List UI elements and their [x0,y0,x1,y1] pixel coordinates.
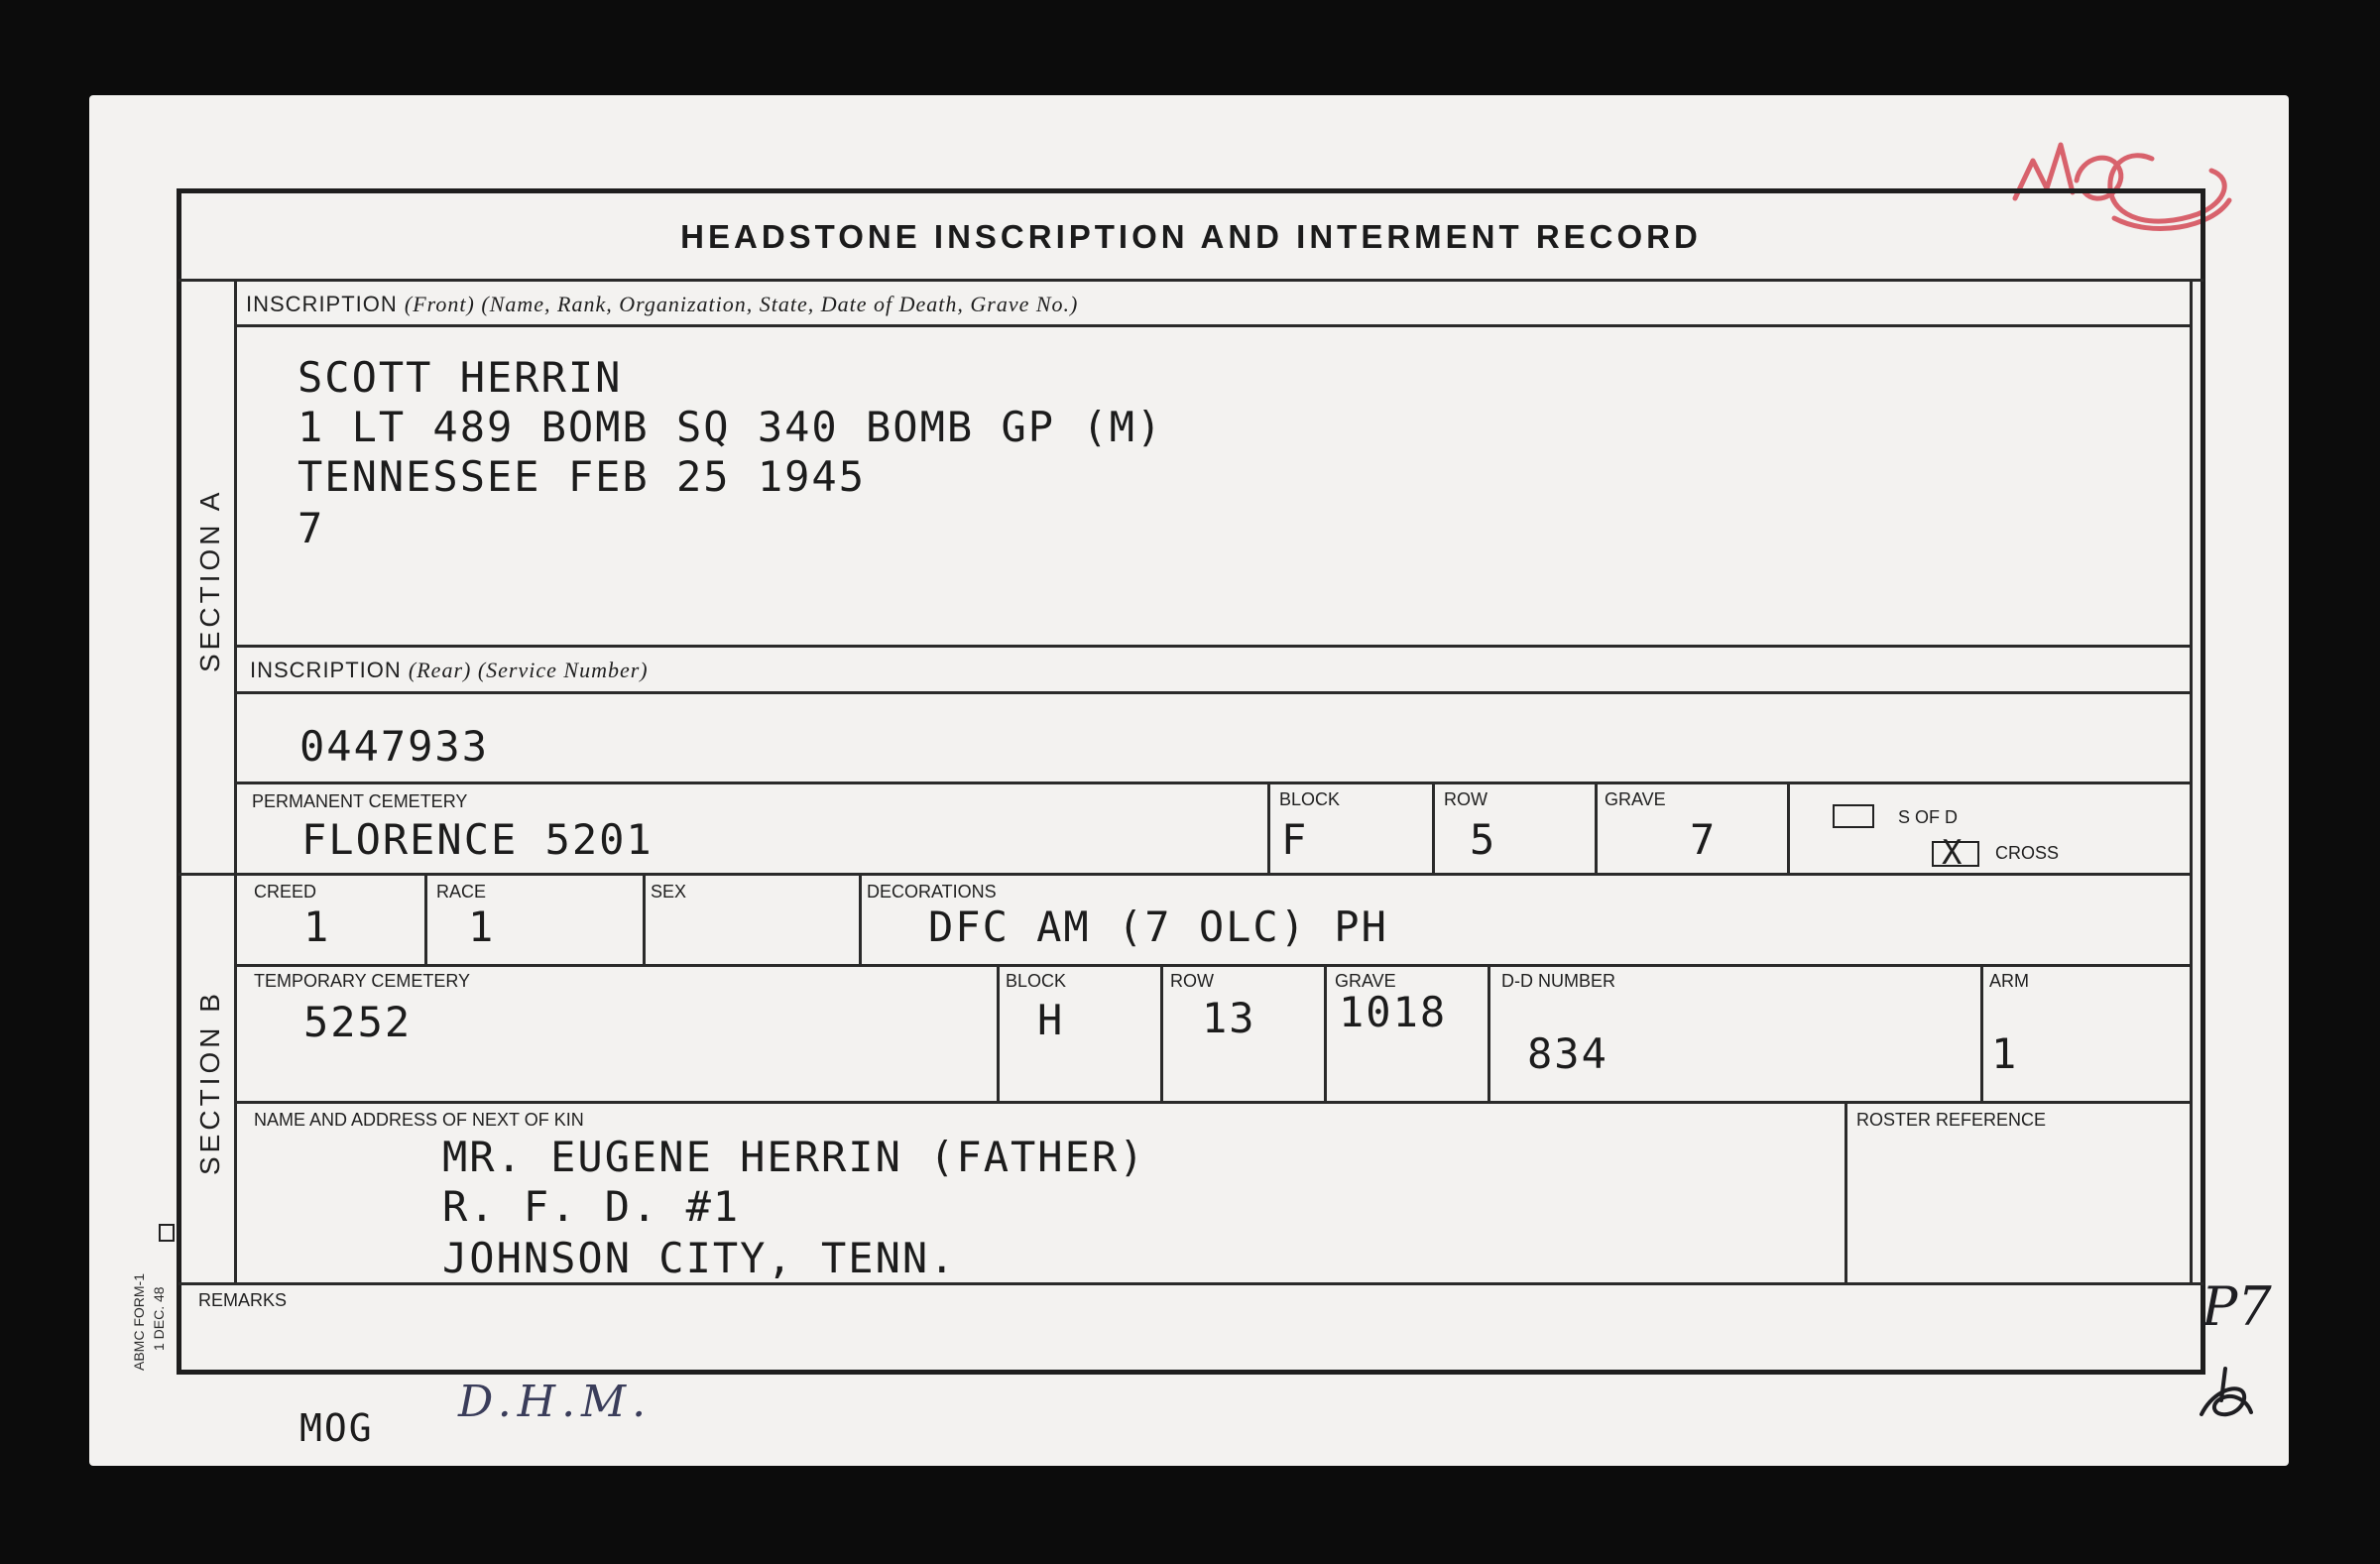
rule-section-a-bottom [178,873,2192,876]
perm-block-label: BLOCK [1279,789,1341,809]
cross-check-mark: X [1942,833,1963,873]
perm-block-value: F [1281,815,1309,864]
sex-label: SEX [651,882,687,902]
perm-row-label: ROW [1444,789,1488,809]
next-of-kin-line-3: JOHNSON CITY, TENN. [442,1234,957,1282]
rule-front-label [236,324,2190,327]
dd-number-label: D-D NUMBER [1501,971,1615,991]
inscription-front-line-4: 7 [298,504,325,552]
remarks-label: REMARKS [198,1290,288,1310]
rule-temp-grave [1324,966,1327,1101]
creed-label: CREED [254,882,317,902]
section-a-label: SECTION A [194,488,225,672]
temp-grave-value: 1018 [1339,988,1448,1036]
inscription-front-line-3: TENNESSEE FEB 25 1945 [298,452,867,501]
corner-handwritten-note: P7 [2202,1275,2272,1338]
temporary-cemetery-label: TEMPORARY CEMETERY [254,971,471,991]
rule-temp-bottom [236,1101,2192,1104]
rule-perm-row [1432,783,1435,873]
rule-right-inner [2190,281,2193,1284]
temp-row-value: 13 [1202,994,1256,1042]
rule-arm [1980,966,1983,1101]
perm-grave-label: GRAVE [1605,789,1666,809]
rule-section-col [234,281,237,1284]
perm-grave-value: 7 [1690,815,1718,864]
rule-sex [643,875,646,964]
rule-perm-stone [1787,783,1790,873]
rule-section-b-bottom [178,1282,2203,1285]
next-of-kin-line-2: R. F. D. #1 [442,1182,741,1231]
inscription-front-line-2: 1 LT 489 BOMB SQ 340 BOMB GP (M) [298,403,1164,451]
creed-value: 1 [303,902,331,951]
temp-block-label: BLOCK [1006,971,1067,991]
permanent-cemetery-label: PERMANENT CEMETERY [252,791,468,811]
rule-perm-block [1267,783,1270,873]
section-b-label: SECTION B [194,990,225,1175]
temp-grave-label: GRAVE [1335,971,1396,991]
rule-rear-label [236,691,2190,694]
rule-race [424,875,427,964]
rule-temp-row [1160,966,1163,1101]
decorations-value: DFC AM (7 OLC) PH [928,902,1388,951]
race-label: RACE [436,882,487,902]
sofd-label: S OF D [1898,807,1959,827]
inscription-rear-label: INSCRIPTION (Rear) (Service Number) [250,658,649,682]
inscription-front-line-1: SCOTT HERRIN [298,353,623,402]
perm-row-value: 5 [1470,815,1497,864]
arm-label: ARM [1989,971,2029,991]
bottom-handwritten-initials: D.H.M. [458,1377,653,1427]
race-value: 1 [468,902,496,951]
sofd-checkbox [1833,804,1874,828]
roster-reference-label: ROSTER REFERENCE [1856,1110,2047,1130]
arm-value: 1 [1991,1029,2019,1078]
dd-number-value: 834 [1527,1029,1608,1078]
temp-block-value: H [1037,996,1065,1044]
next-of-kin-line-1: MR. EUGENE HERRIN (FATHER) [442,1133,1146,1181]
bottom-typed-initials: MOG [299,1406,374,1450]
form-id-checkbox [159,1224,175,1242]
rule-roster [1844,1103,1847,1282]
form-id-line-1: ABMC FORM-1 [131,1273,147,1371]
cross-label: CROSS [1995,843,2060,863]
permanent-cemetery-value: FLORENCE 5201 [301,815,654,864]
rule-title-bottom [178,279,2203,282]
inscription-front-label: INSCRIPTION (Front) (Name, Rank, Organization, State, Date of Death, Grave No.) [246,292,1079,316]
decorations-label: DECORATIONS [867,882,997,902]
next-of-kin-label: NAME AND ADDRESS OF NEXT OF KIN [254,1110,584,1130]
temporary-cemetery-value: 5252 [303,998,413,1046]
form-id-line-2: 1 DEC. 48 [151,1286,167,1351]
form-title: HEADSTONE INSCRIPTION AND INTERMENT RECORD [680,218,1702,255]
rule-rear-bottom [236,782,2190,784]
rule-perm-grave [1595,783,1598,873]
rule-temp-block [997,966,1000,1101]
temp-row-label: ROW [1170,971,1214,991]
rule-dd [1488,966,1490,1101]
corner-scribble [2192,1355,2261,1434]
service-number: 0447933 [299,722,490,771]
rule-personal-bottom [236,964,2192,967]
rule-front-bottom [236,645,2190,648]
rule-decorations [859,875,862,964]
